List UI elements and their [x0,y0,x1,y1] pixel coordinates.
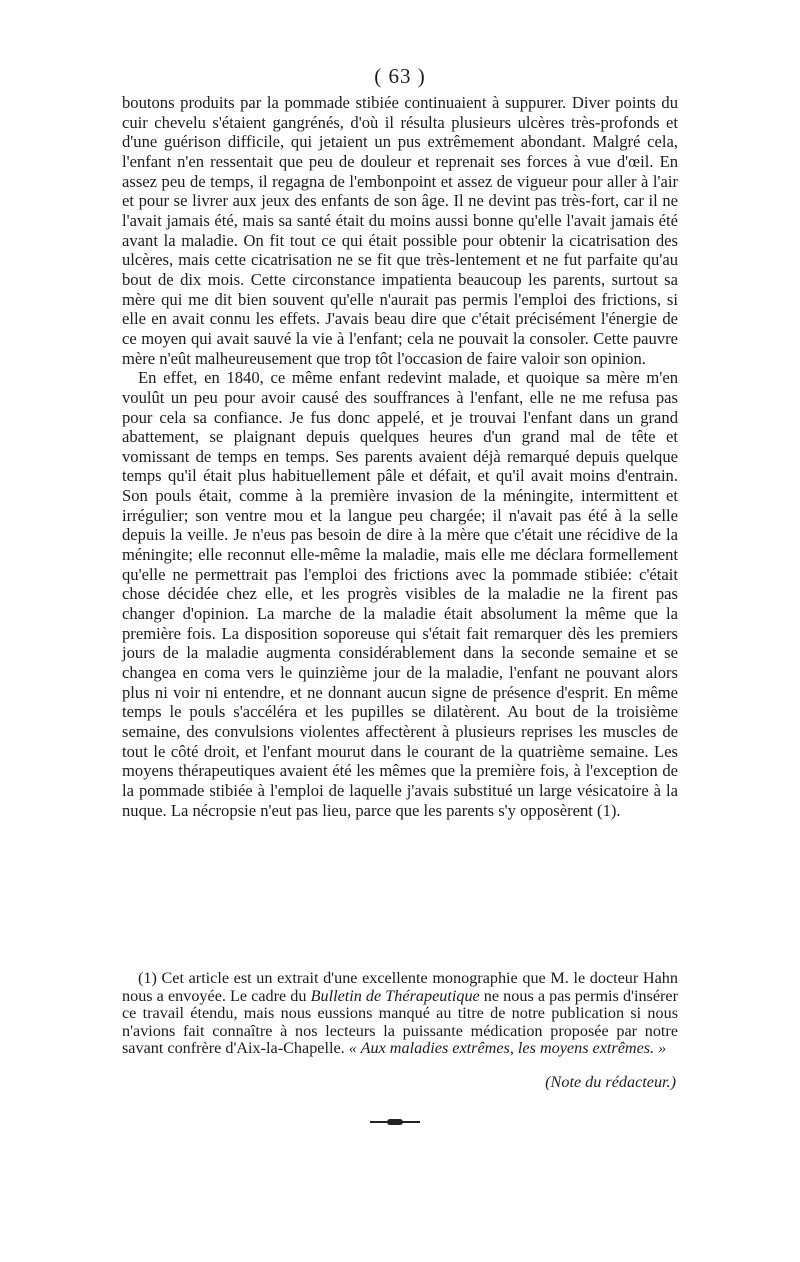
footnote-text [122,970,678,1058]
paragraph-2: En effet, en 1840, ce même enfant redevint malade, et quoique sa mère m'en voulût un peu pour avoir causé des souffrances à l'enfant, elle ne me refusa pas pour cela sa confiance. Je fus donc appelé, et je trouvai l'enfant dans un grand abattement, se plaignant depuis quelques heures d'un grand mal de tête et vomissant de temps en temps. Ses parents avaient déjà remarqué depuis quelque temps qu'il était plus habituellement pâle et défait, et qu'il avait moins d'entrain. Son pouls était, comme à la première invasion de la méningite, intermittent et irrégulier; son ventre mou et la langue peu chargée; il n'avait pas été à la selle depuis la veille. Je n'eus pas besoin de dire à la mère que c'était une récidive de la méningite; elle reconnut elle-même la maladie, mais elle me déclara formellement qu'elle ne permettrait pas l'emploi des frictions avec la pommade stibiée: c'était chose décidée chez elle, et les progrès visibles de la maladie ne la firent pas changer d'opinion. La marche de la maladie était absolument la même que la première fois. La disposition soporeuse qui s'était fait remarquer dès les premiers jours de la maladie augmenta considérablement dans la seconde semaine et se changea en coma vers le quinzième jour de la maladie, l'enfant ne pouvant alors plus ni voir ni entendre, et ne donnant aucun signe de présence d'esprit. En même temps le pouls s'accéléra et les pupilles se dilatèrent. Au bout de la troisième semaine, des convulsions violentes affectèrent à plusieurs reprises les muscles de tout le côté droit, et l'enfant mourut dans le courant de la quatrième semaine. Les moyens thérapeutiques avaient été les mêmes que la première fois, à l'exception de la pommade stibiée à l'emploi de laquelle j'avais substitué un large vésicatoire à la nuque. La nécropsie n'eut pas lieu, parce que les parents s'y opposèrent (1). [122,368,678,820]
footnote-motto: « Aux maladies extrêmes, les moyens extrêmes. » [348,1039,667,1058]
footnote-journal-title: Bulletin de Thérapeutique [310,986,480,1005]
editor-note: (Note du rédacteur.) [545,1073,676,1091]
paragraph-1: boutons produits par la pommade stibiée continuaient à suppurer. Diver points du cuir chevelu s'étaient gangrénés, d'où il résulta plusieurs ulcères très-profonds et d'une guérison difficile, qui jetaient un pus extrêmement abondant. Malgré cela, l'enfant n'en ressentait que peu de douleur et reprenait ses forces à vue d'œil. En assez peu de temps, il regagna de l'embonpoint et assez de vigueur pour aller à l'air et pour se livrer aux jeux des enfants de son âge. Il ne devint pas très-fort, car il ne l'avait jamais été, mais sa santé était du moins aussi bonne qu'elle l'avait jamais été avant la maladie. On fit tout ce qui était possible pour obtenir la cicatrisation des ulcères, mais cette cicatrisation ne se fit que très-lentement et ne fut parfaite qu'au bout de dix mois. Cette circonstance impatienta beaucoup les parents, surtout sa mère qui me dit bien souvent qu'elle n'aurait pas permis l'emploi des frictions, si elle en avait connu les effets. J'avais beau dire que c'était précisément l'énergie de ce moyen qui avait sauvé la vie à l'enfant; cela ne pouvait la consoler. Cette pauvre mère n'eût malheureusement que trop tôt l'occasion de faire valoir son opinion. [122,93,678,368]
footnote-lead: (1) Cet article est un extrait d'une excellente monographie que M. le docteur Hahn nous a envoyée. Le cadre du [122,969,678,1005]
end-ornament [370,1121,420,1123]
footnote [122,970,678,1058]
page-number: ( 63 ) [374,64,426,88]
body-text [122,93,678,820]
footnote-middle: ne nous a pas permis d'insérer ce travail étendu, mais nous eussions manqué au titre de notre publication si nous n'avions fait connaître à nos lecteurs la puissante médication proposée par notre savant confrère d'Aix-la-Chapelle. [122,986,678,1058]
